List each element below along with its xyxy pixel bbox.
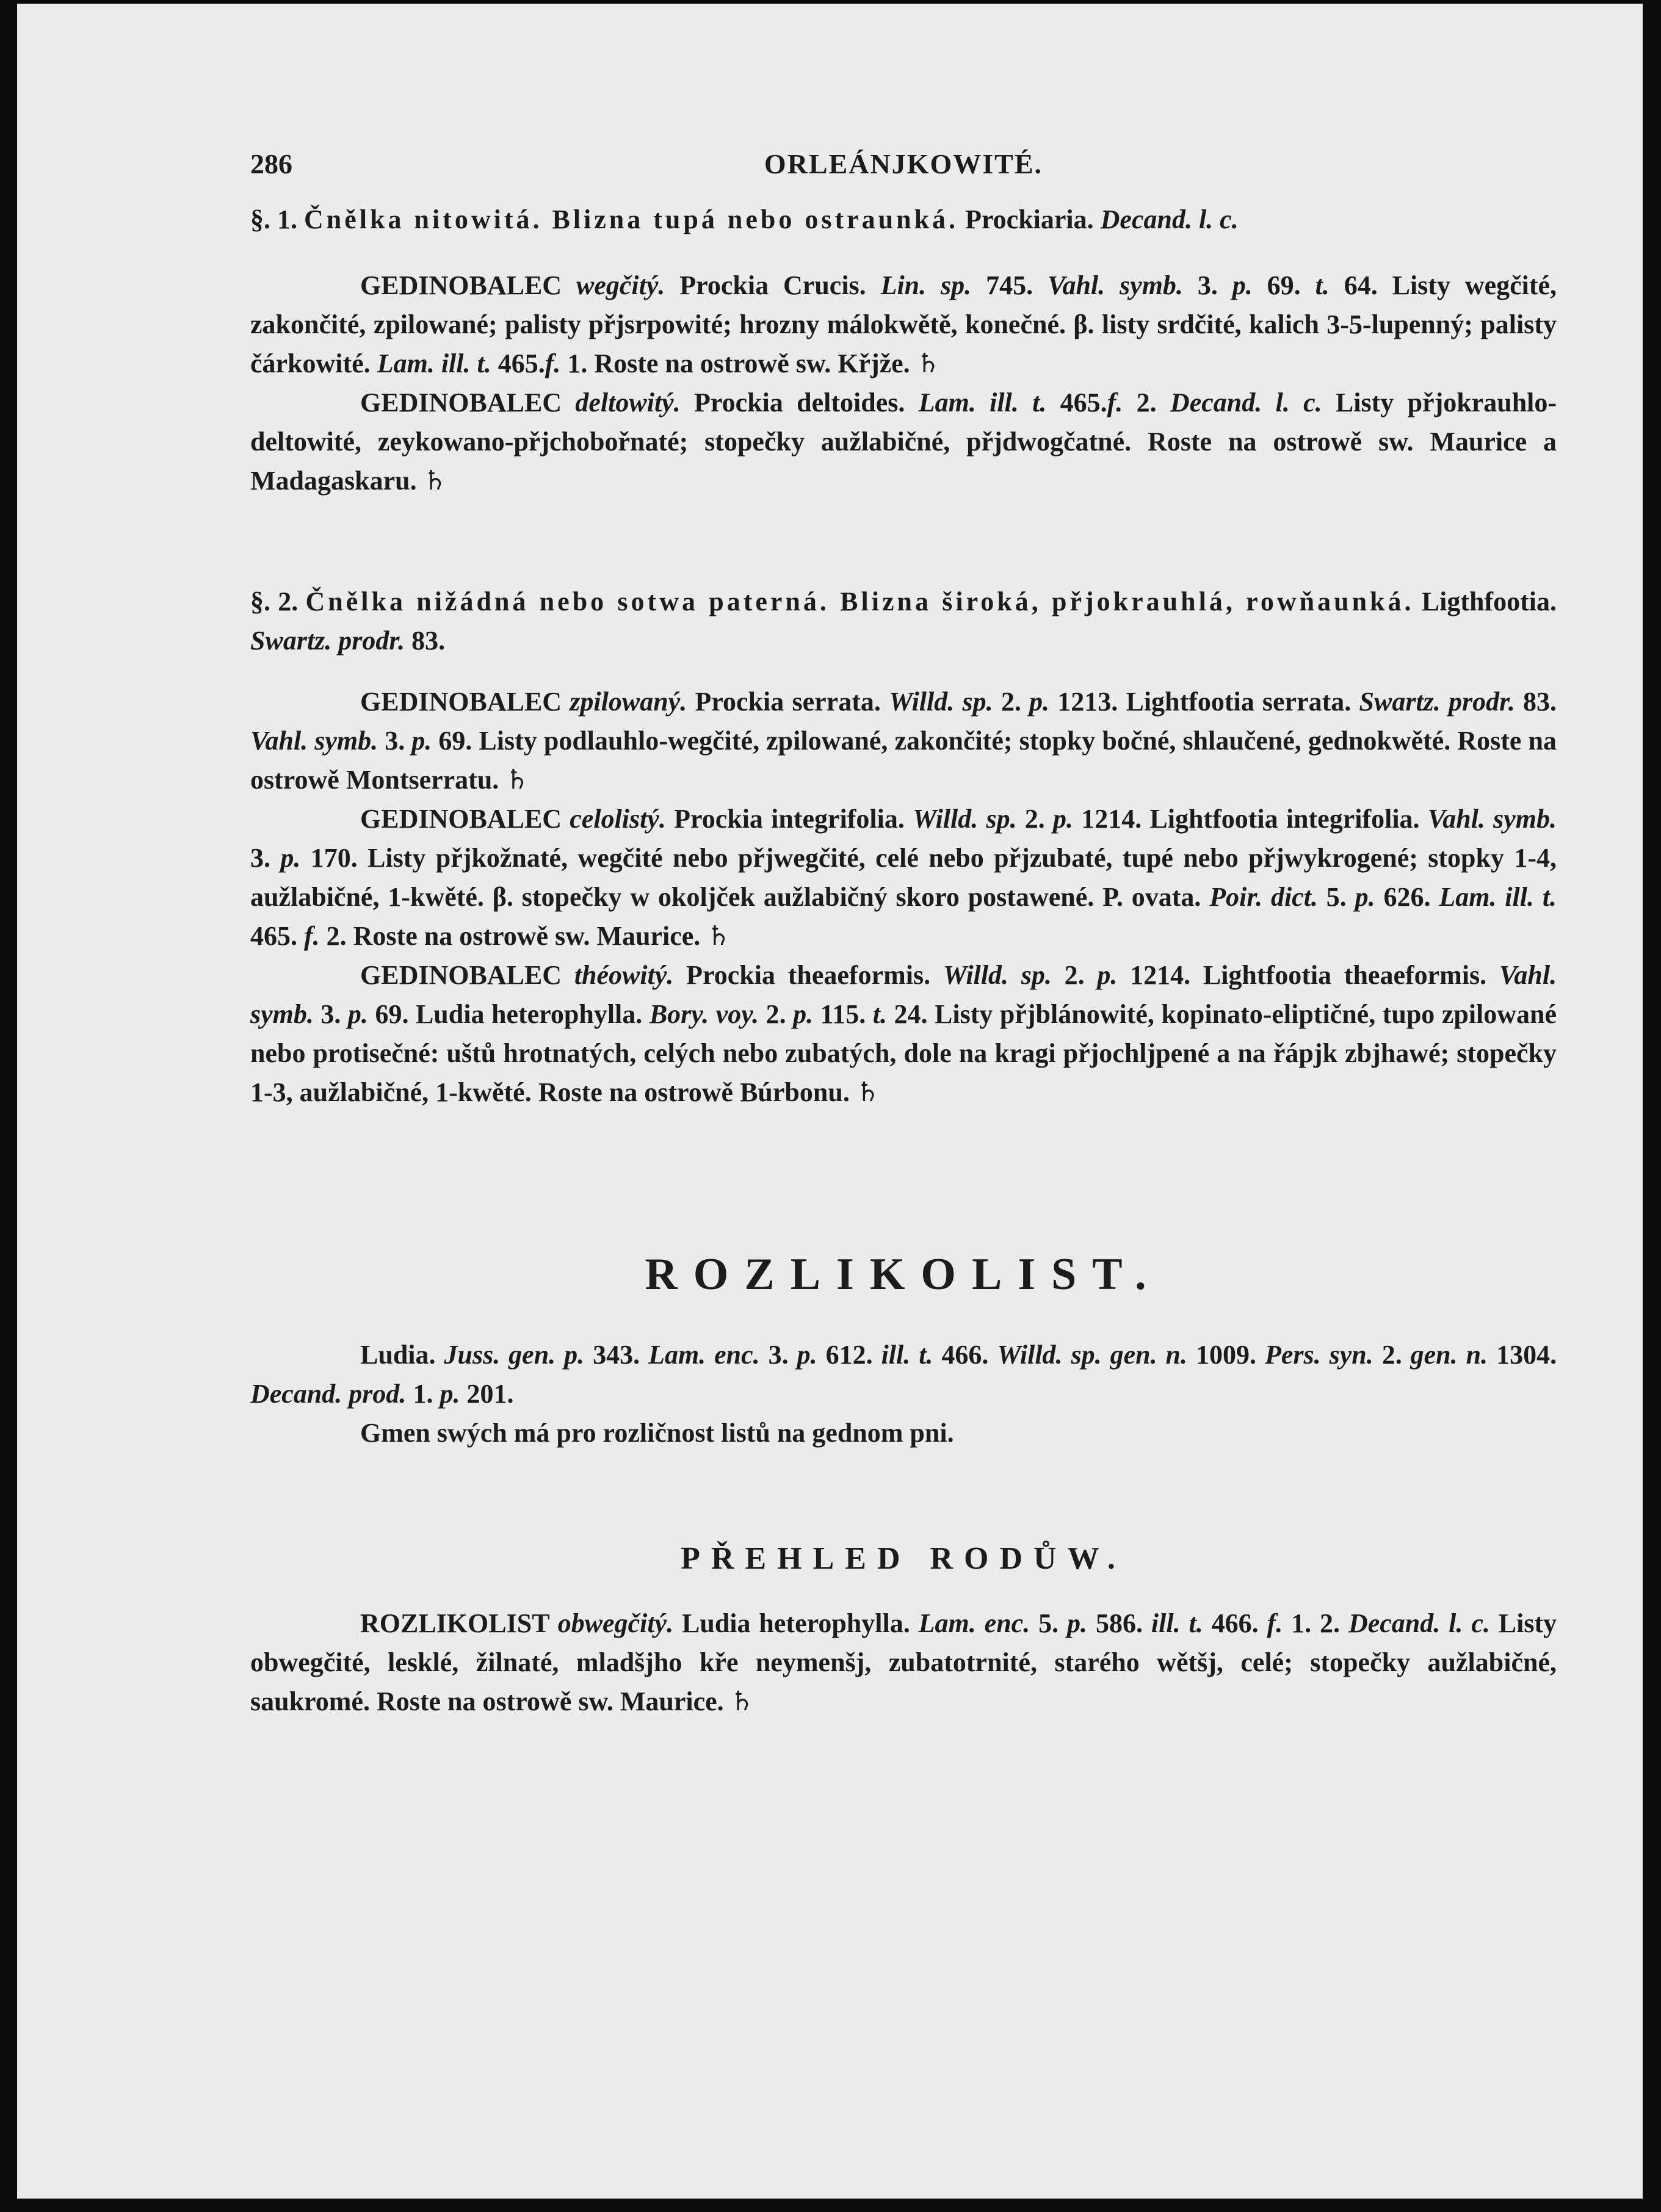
species-entry: GEDINOBALEC celolistý. Prockia integrifolia. Willd. sp. 2. p. 1214. Lightfootia integrifolia. Vahl. symb. 3. p. 170. Listy přjkožnaté, wegčité nebo přjwegčité, celé nebo přjzubaté, tupé nebo přjwykrogené; stopky 1-4, aužlabičné, 1-kwěté. β. stopečky w okoljček aužlabičný skoro postawené. P. ovata. Poir. dict. 5. p. 626. Lam. ill. t. 465. f. 2. Roste na ostrowě sw. Maurice. ♄ [250,804,1557,952]
genus-heading: ROZLIKOLIST. [645,1249,1162,1299]
overview-heading: PŘEHLED RODŮW. [681,1541,1126,1576]
entries-group-three [250,1604,1557,1721]
entries-group-one [250,266,1557,501]
species-entry: GEDINOBALEC zpilowaný. Prockia serrata. Willd. sp. 2. p. 1213. Lightfootia serrata. Swartz. prodr. 83. Vahl. symb. 3. p. 69. Listy podlauhlo-wegčité, zpilowané, zakončité; stopky bočné, shlaučené, gednokwěté. Roste na ostrowě Montserratu. ♄ [250,687,1557,795]
section-two-diagnosis: §. 2. Čnělka nižádná nebo sotwa paterná. Blizna široká, přjokrauhlá, rowňaunká. Ligthfootia. Swartz. prodr. 83. [250,587,1557,656]
page-number: 286 [250,148,292,179]
book-page [17,4,1643,2199]
tree-symbol-icon: ♄ [729,1686,755,1717]
section-two [250,582,1557,660]
entries-group-two [250,682,1557,1112]
species-entry: ROZLIKOLIST obwegčitý. Ludia heterophylla. Lam. enc. 5. p. 586. ill. t. 466. f. 1. 2. Decand. l. c. Listy obwegčité, lesklé, žilnaté, mladšjho kře neymenšj, zubatotrnité, starého wětšj, celé; stopečky aužlabičné, saukromé. Roste na ostrowě sw. Maurice. ♄ [250,1608,1557,1717]
species-entry: GEDINOBALEC deltowitý. Prockia deltoides. Lam. ill. t. 465.f. 2. Decand. l. c. Listy přjokrauhlo-deltowité, zeykowano-přjchobořnaté; stopečky aužlabičné, přjdwogčatné. Roste na ostrowě sw. Maurice a Madagaskaru. ♄ [250,388,1557,496]
species-entry: GEDINOBALEC théowitý. Prockia theaeformis. Willd. sp. 2. p. 1214. Lightfootia theaeformis. Vahl. symb. 3. p. 69. Ludia heterophylla. Bory. voy. 2. p. 115. t. 24. Listy přjblánowité, kopinato-eliptičné, tupo zpilowané nebo protisečné: uštů hrotnatých, celých nebo zubatých, dole na kragi přjochljpené a na řápjk zbjhawé; stopečky 1-3, aužlabičné, 1-kwěté. Roste na ostrowě Búrbonu. ♄ [250,960,1557,1108]
genus-description [250,1336,1557,1453]
tree-symbol-icon: ♄ [422,465,447,496]
running-title: ORLEÁNJKOWITÉ. [764,148,1043,179]
tribe-name: Prockiaria. [965,204,1094,234]
section-mark: §. 2. [250,587,299,616]
species-entry: GEDINOBALEC wegčitý. Prockia Crucis. Lin. sp. 745. Vahl. symb. 3. p. 69. t. 64. Listy wegčité, zakončité, zpilowané; palisty přjsrpowité; hrozny málokwětě, konečné. β. listy srdčité, kalich 3-5-lupenný; palisty čárkowité. Lam. ill. t. 465.f. 1. Roste na ostrowě sw. Křjže. ♄ [250,270,1557,379]
citation: Decand. l. c. [1100,204,1239,234]
genus-citations: Ludia. Juss. gen. p. 343. Lam. enc. 3. p. 612. ill. t. 466. Willd. sp. gen. n. 1009. Pers. syn. 2. gen. n. 1304. Decand. prod. 1. p. 201. [250,1340,1557,1409]
tree-symbol-icon: ♄ [855,1077,880,1108]
section-mark: §. 1. [250,204,297,234]
diagnosis-text: Čnělka nitowitá. Blizna tupá nebo ostraunká. [304,204,959,234]
section-one [250,200,1557,239]
citation: Swartz. prodr. [250,626,405,656]
tribe-name: Ligthfootia. [1421,587,1557,616]
running-head [250,148,1557,184]
tree-symbol-icon: ♄ [706,920,731,952]
diagnosis-text: Čnělka nižádná nebo sotwa paterná. Blizna široká, přjokrauhlá, rowňaunká. [305,587,1414,616]
tree-symbol-icon: ♄ [505,764,529,795]
genus-etymology: Gmen swých má pro rozličnost listů na gednom pni. [360,1418,954,1448]
section-one-diagnosis [250,200,1557,239]
tree-symbol-icon: ♄ [916,348,941,379]
